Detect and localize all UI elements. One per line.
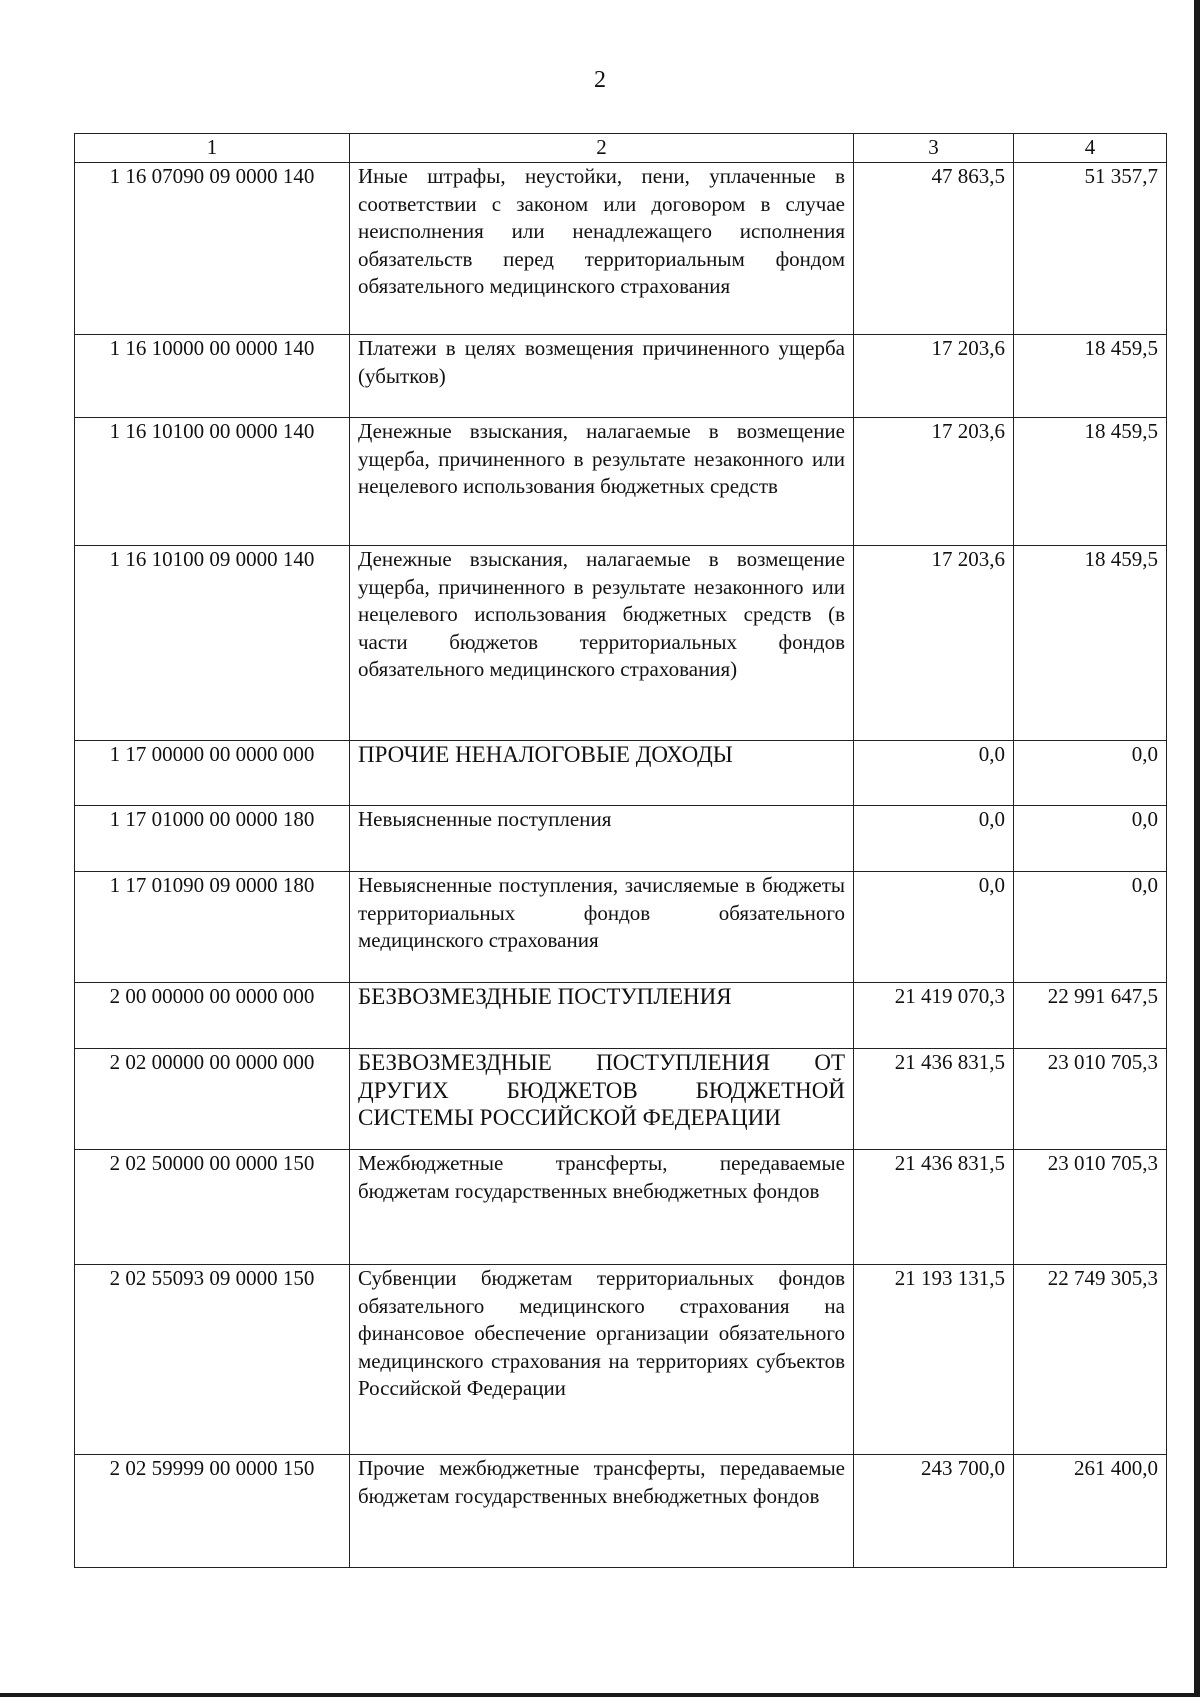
table-row (75, 1049, 1167, 1150)
scan-edge-bottom (0, 1693, 1200, 1697)
value-col4-cell: 22 991 647,5 (1014, 983, 1167, 1049)
budget-code-cell: 1 17 01090 09 0000 180 (75, 872, 350, 983)
budget-code-cell: 2 02 59999 00 0000 150 (75, 1455, 350, 1568)
column-header-2: 2 (350, 134, 854, 163)
budget-code-cell: 1 16 10100 00 0000 140 (75, 418, 350, 546)
value-col3-cell: 21 436 831,5 (854, 1150, 1014, 1265)
table-row (75, 418, 1167, 546)
value-col4-cell: 22 749 305,3 (1014, 1265, 1167, 1455)
value-col4-cell: 51 357,7 (1014, 163, 1167, 335)
table-row (75, 163, 1167, 335)
table-row (75, 872, 1167, 983)
description-cell: БЕЗВОЗМЕЗДНЫЕ ПОСТУПЛЕНИЯ ОТ ДРУГИХ БЮДЖЕТОВ БЮДЖЕТНОЙ СИСТЕМЫ РОССИЙСКОЙ ФЕДЕРАЦИИ (350, 1049, 854, 1150)
budget-code-cell: 2 00 00000 00 0000 000 (75, 983, 350, 1049)
budget-code-cell: 2 02 00000 00 0000 000 (75, 1049, 350, 1150)
description-cell: Денежные взыскания, налагаемые в возмещение ущерба, причиненного в результате незаконного или нецелевого использования бюджетных средств (в части бюджетов территориальных фондов обязательного медицинского страхования) (350, 546, 854, 741)
table-row (75, 1150, 1167, 1265)
value-col3-cell: 21 419 070,3 (854, 983, 1014, 1049)
column-header-3: 3 (854, 134, 1014, 163)
scan-edge-right (1194, 0, 1200, 1697)
value-col3-cell: 17 203,6 (854, 335, 1014, 418)
table-row (75, 335, 1167, 418)
value-col4-cell: 0,0 (1014, 872, 1167, 983)
description-cell: Субвенции бюджетам территориальных фондов обязательного медицинского страхования на финансовое обеспечение организации обязательного медицинского страхования на территориях субъектов Российской Федерации (350, 1265, 854, 1455)
value-col4-cell: 261 400,0 (1014, 1455, 1167, 1568)
table-row (75, 983, 1167, 1049)
description-cell: Межбюджетные трансферты, передаваемые бюджетам государственных внебюджетных фондов (350, 1150, 854, 1265)
description-cell: Денежные взыскания, налагаемые в возмещение ущерба, причиненного в результате незаконного или нецелевого использования бюджетных средств (350, 418, 854, 546)
value-col3-cell: 21 436 831,5 (854, 1049, 1014, 1150)
description-cell: Платежи в целях возмещения причиненного ущерба (убытков) (350, 335, 854, 418)
value-col4-cell: 18 459,5 (1014, 335, 1167, 418)
value-col3-cell: 243 700,0 (854, 1455, 1014, 1568)
description-cell: ПРОЧИЕ НЕНАЛОГОВЫЕ ДОХОДЫ (350, 741, 854, 806)
table-row (75, 1455, 1167, 1568)
value-col3-cell: 17 203,6 (854, 418, 1014, 546)
budget-code-cell: 1 17 01000 00 0000 180 (75, 806, 350, 872)
value-col4-cell: 0,0 (1014, 741, 1167, 806)
budget-code-cell: 1 16 07090 09 0000 140 (75, 163, 350, 335)
table-row (75, 546, 1167, 741)
budget-code-cell: 1 16 10000 00 0000 140 (75, 335, 350, 418)
budget-code-cell: 1 16 10100 09 0000 140 (75, 546, 350, 741)
value-col3-cell: 17 203,6 (854, 546, 1014, 741)
table-row (75, 1265, 1167, 1455)
description-cell: Прочие межбюджетные трансферты, передаваемые бюджетам государственных внебюджетных фондов (350, 1455, 854, 1568)
value-col3-cell: 0,0 (854, 872, 1014, 983)
description-cell: Невыясненные поступления (350, 806, 854, 872)
value-col4-cell: 18 459,5 (1014, 418, 1167, 546)
description-cell: Иные штрафы, неустойки, пени, уплаченные в соответствии с законом или договором в случае неисполнения или ненадлежащего исполнения обязательств перед территориальным фондом обязательного медицинского страхования (350, 163, 854, 335)
value-col4-cell: 23 010 705,3 (1014, 1150, 1167, 1265)
table-header-row (75, 134, 1167, 163)
table-row (75, 741, 1167, 806)
value-col3-cell: 21 193 131,5 (854, 1265, 1014, 1455)
page-number: 2 (594, 67, 606, 93)
description-cell: Невыясненные поступления, зачисляемые в бюджеты территориальных фондов обязательного медицинского страхования (350, 872, 854, 983)
description-cell: БЕЗВОЗМЕЗДНЫЕ ПОСТУПЛЕНИЯ (350, 983, 854, 1049)
column-header-1: 1 (75, 134, 350, 163)
value-col4-cell: 23 010 705,3 (1014, 1049, 1167, 1150)
value-col4-cell: 0,0 (1014, 806, 1167, 872)
value-col3-cell: 0,0 (854, 806, 1014, 872)
value-col4-cell: 18 459,5 (1014, 546, 1167, 741)
value-col3-cell: 0,0 (854, 741, 1014, 806)
budget-table (74, 133, 1167, 1568)
budget-code-cell: 2 02 55093 09 0000 150 (75, 1265, 350, 1455)
table-row (75, 806, 1167, 872)
value-col3-cell: 47 863,5 (854, 163, 1014, 335)
budget-code-cell: 2 02 50000 00 0000 150 (75, 1150, 350, 1265)
column-header-4: 4 (1014, 134, 1167, 163)
budget-code-cell: 1 17 00000 00 0000 000 (75, 741, 350, 806)
